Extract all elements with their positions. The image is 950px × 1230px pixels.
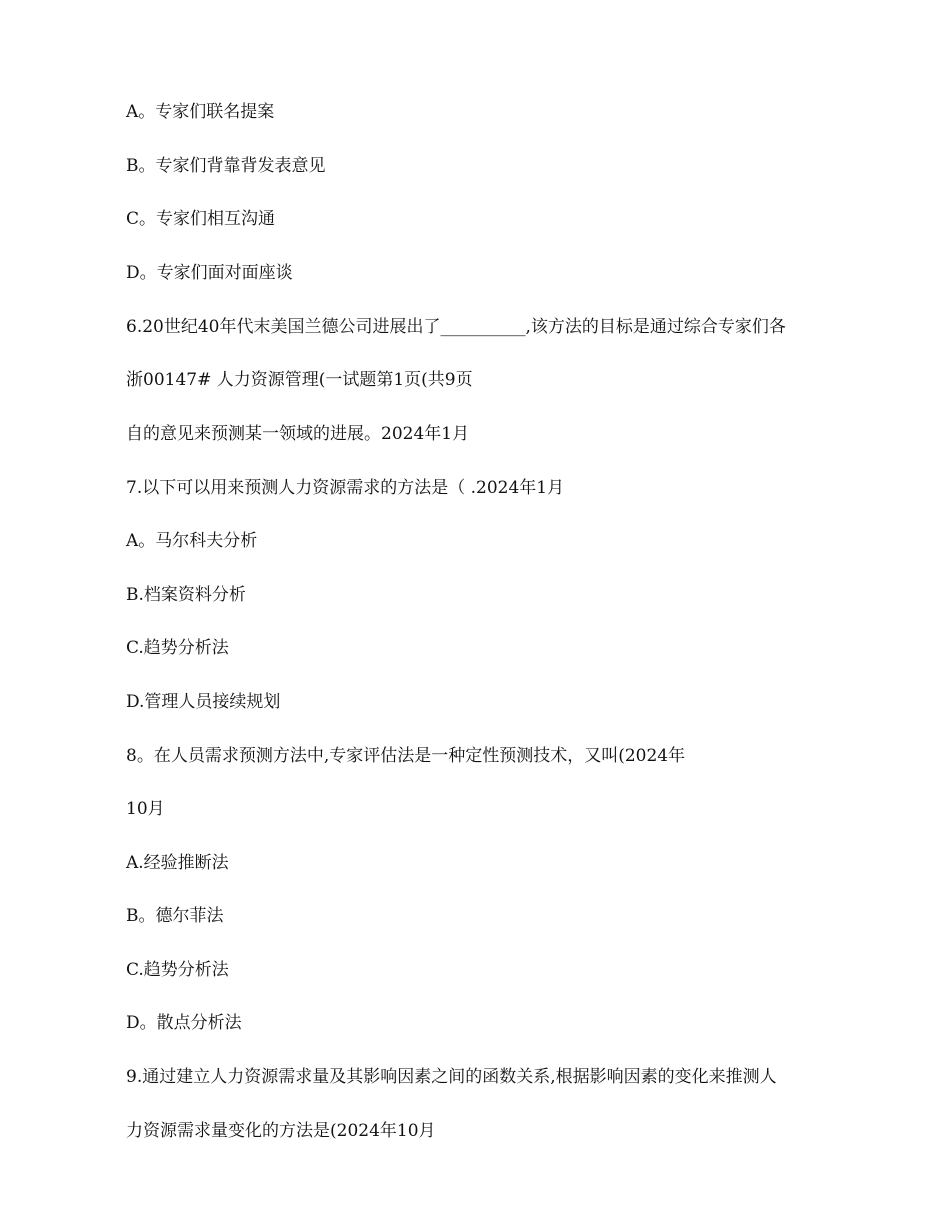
text-line: D。散点分析法 xyxy=(126,1013,242,1033)
text-line: 6.20世纪40年代末美国兰德公司进展出了__________,该方法的目标是通过综合专家们各 xyxy=(126,317,786,337)
text-line: D。专家们面对面座谈 xyxy=(126,263,293,283)
text-line: B。德尔菲法 xyxy=(126,906,224,926)
text-line: 7.以下可以用来预测人力资源需求的方法是（ .2024年1月 xyxy=(126,478,565,498)
text-line: 自的意见来预测某一领域的进展。2024年1月 xyxy=(126,424,470,444)
text-line: A。马尔科夫分析 xyxy=(126,531,258,551)
text-line: A.经验推断法 xyxy=(126,853,229,873)
text-line: C.趋势分析法 xyxy=(126,638,229,658)
text-line: 9.通过建立人力资源需求量及其影响因素之间的函数关系,根据影响因素的变化来推测人 xyxy=(126,1067,777,1087)
page-footer: 浙00147# 人力资源管理(一试题第1页(共9页 xyxy=(126,370,473,390)
text-line: 8。在人员需求预测方法中,专家评估法是一种定性预测技术，又叫(2024年 xyxy=(126,746,686,766)
text-line: B。专家们背靠背发表意见 xyxy=(126,156,326,176)
text-line: D.管理人员接续规划 xyxy=(126,692,281,712)
text-line: C.趋势分析法 xyxy=(126,960,229,980)
text-line: A。专家们联名提案 xyxy=(126,102,275,122)
text-line: C。专家们相互沟通 xyxy=(126,209,276,229)
text-line: 力资源需求量变化的方法是(2024年10月 xyxy=(126,1121,436,1141)
text-line: 10月 xyxy=(126,799,165,819)
text-line: B.档案资料分析 xyxy=(126,585,246,605)
